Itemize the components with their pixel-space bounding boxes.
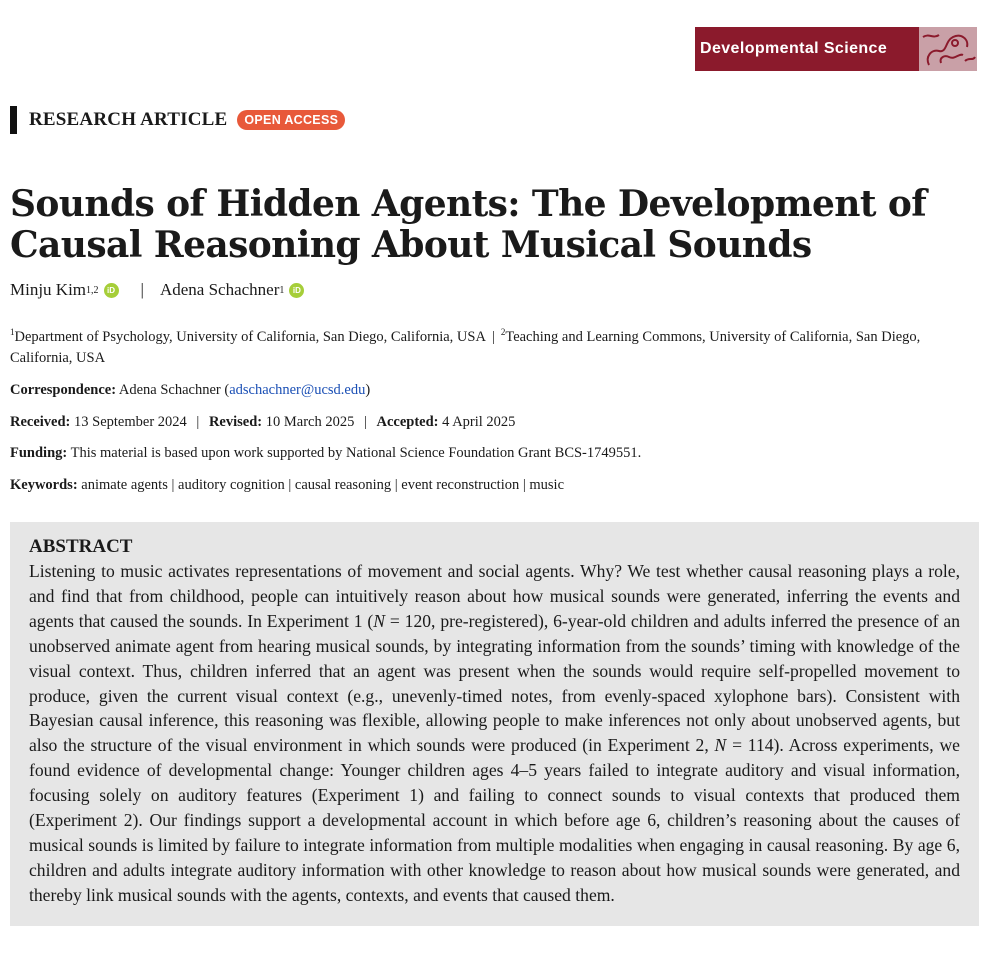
- revised-date: 10 March 2025: [265, 414, 355, 430]
- keywords-text: animate agents | auditory cognition | causal reasoning | event reconstruction | music: [81, 477, 565, 493]
- affiliation-separator: |: [491, 328, 495, 345]
- affiliations: [10, 322, 955, 369]
- affiliation-num-1: 1: [10, 327, 15, 337]
- journal-banner[interactable]: [695, 27, 977, 71]
- n-symbol: N: [373, 610, 386, 631]
- author-affiliations-1: 1,2: [86, 284, 99, 296]
- dates: [10, 412, 955, 433]
- abstract-text: [29, 559, 960, 908]
- funding-label: Funding:: [10, 445, 68, 461]
- correspondence-label: Correspondence:: [10, 382, 117, 398]
- abstract-part-2: = 120, pre-registered), 6-year-old children and adults inferred the presence of an unobserved animate agent from hearing musical sounds, by integrating information from the sounds’ timing with knowledge of the visual context. Thus, children inferred that an agent was present when the sounds would require self-propelled movement to produce, given the current visual context (e.g., unevenly-timed notes, from evenly-spaced xylophone bars). Consistent with Bayesian causal inference, this reasoning was flexible, allowing people to make inferences not only about unobserved agents, but also the structure of the visual environment in which sounds were produced (in Experiment 2,: [29, 610, 960, 756]
- author-separator: |: [140, 280, 144, 299]
- affiliation-2: Teaching and Learning Commons, University of California, San Diego, California, USA: [10, 328, 921, 366]
- orcid-icon[interactable]: iD: [289, 283, 304, 298]
- date-separator: |: [363, 414, 367, 430]
- correspondence: Correspondence: Adena Schachner (adschachner@ucsd.edu): [10, 382, 371, 398]
- accepted-label: Accepted:: [376, 414, 439, 430]
- received-label: Received:: [10, 414, 71, 430]
- keywords-label: Keywords:: [10, 477, 78, 493]
- open-access-badge: OPEN ACCESS: [237, 110, 345, 130]
- correspondence-name: Adena Schachner: [118, 382, 221, 398]
- keywords: [10, 475, 955, 496]
- article-type-row: [10, 106, 345, 134]
- received-date: 13 September 2024: [74, 414, 187, 430]
- article-type-label: RESEARCH ARTICLE: [29, 109, 228, 130]
- n-symbol: N: [714, 735, 727, 756]
- revised-label: Revised:: [208, 414, 263, 430]
- affiliation-1: Department of Psychology, University of California, San Diego, California, USA: [14, 328, 486, 345]
- author-affiliations-2: 1: [279, 284, 285, 296]
- affiliation-num-2: 2: [500, 327, 506, 337]
- funding: [10, 443, 955, 464]
- abstract-part-1: Listening to music activates representations of movement and social agents. Why? We test whether causal reasoning plays a role, and find that from childhood, people can intuitively reason about how musical sounds were generated, inferring the events and agents that caused the sounds. In Experiment 1 (: [29, 561, 960, 631]
- date-separator: |: [196, 414, 200, 430]
- abstract-box: [10, 522, 979, 926]
- author-list: [10, 280, 304, 300]
- journal-name: Developmental Science: [700, 40, 888, 57]
- correspondence-email-link[interactable]: adschachner@ucsd.edu: [229, 382, 366, 398]
- author-name-2[interactable]: Adena Schachner: [159, 280, 280, 299]
- type-bar: [10, 106, 17, 134]
- author-name-1[interactable]: Minju Kim: [10, 280, 87, 299]
- abstract-part-3: = 114). Across experiments, we found evidence of developmental change: Younger children ages 4–5 years failed to integrate auditory and visual information, focusing solely on auditory features (Experiment 1) and failing to connect sounds to visual contexts that produced them (Experiment 2). Our findings support a developmental account in which before age 6, children’s reasoning about the causes of musical sounds is limited by failure to integrate information from multiple modalities when engaging in causal reasoning. By age 6, children and adults integrate auditory information with other knowledge to reason about how musical sounds were generated, and thereby link musical sounds with the agents, contexts, and events that caused them.: [29, 735, 960, 905]
- accepted-date: 4 April 2025: [442, 414, 516, 430]
- article-title: Sounds of Hidden Agents: The Development of Causal Reasoning About Musical Sounds: [10, 183, 927, 266]
- orcid-icon[interactable]: iD: [104, 283, 119, 298]
- abstract-heading: ABSTRACT: [29, 536, 133, 557]
- funding-text: This material is based upon work supported by National Science Foundation Grant BCS-1749551.: [70, 445, 642, 461]
- seahorse-emblem-icon: [919, 27, 977, 71]
